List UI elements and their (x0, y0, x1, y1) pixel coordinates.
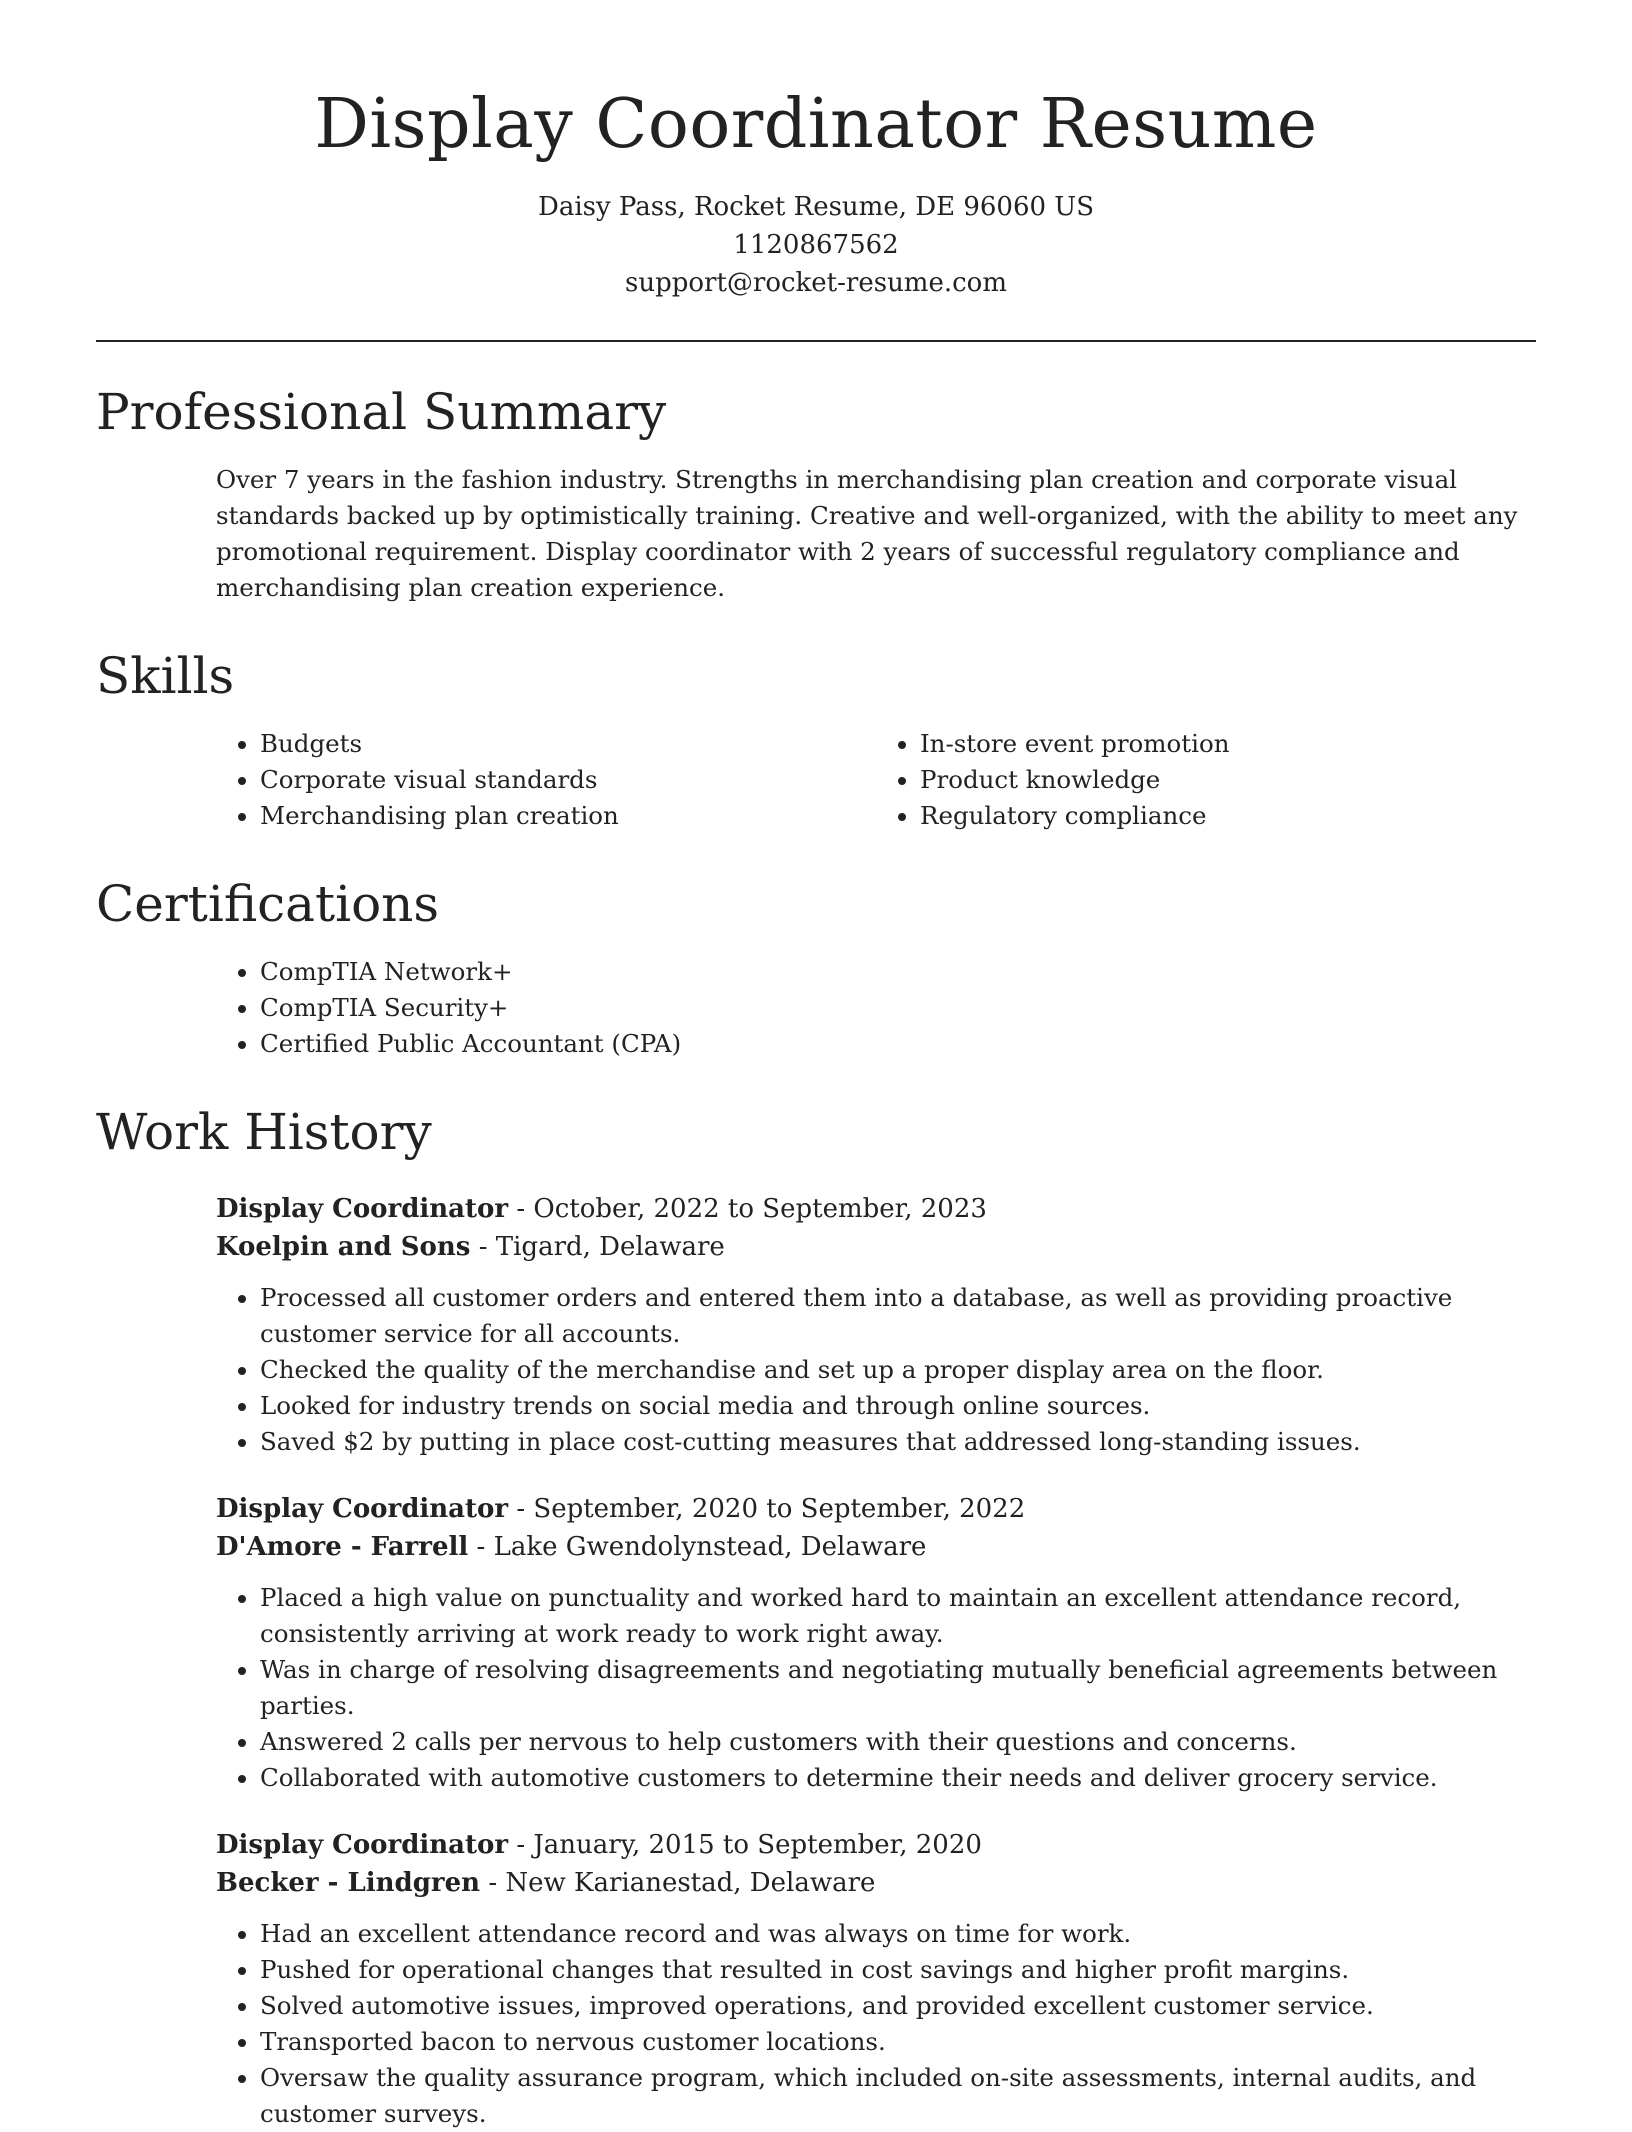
job-title-line (216, 1826, 1536, 1864)
job-bullet: • Processed all customer orders and entered them into a database, as well as providing proactive customer service for all accounts. (260, 1280, 1536, 1352)
job-bullet: • Collaborated with automotive customers to determine their needs and deliver grocery service. (260, 1760, 1536, 1796)
certification-item: • CompTIA Security+ (260, 990, 1536, 1026)
header-divider (96, 340, 1536, 342)
summary-section (96, 382, 1536, 606)
summary-heading: Professional Summary (96, 382, 667, 441)
job-dates: - January, 2015 to September, 2020 (508, 1829, 982, 1860)
job-entry (96, 1490, 1536, 1796)
job-bullet: • Looked for industry trends on social media and through online sources. (260, 1388, 1536, 1424)
job-title: Display Coordinator (216, 1493, 509, 1524)
certifications-section (96, 874, 1536, 1062)
job-bullets (216, 1916, 1536, 2132)
skill-item: • Corporate visual standards (260, 762, 876, 798)
job-bullet: • Saved $2 by putting in place cost-cutting measures that addressed long-standing issues. (260, 1424, 1536, 1460)
job-bullet: • Pushed for operational changes that resulted in cost savings and higher profit margins. (260, 1952, 1536, 1988)
job-bullets (216, 1280, 1536, 1460)
job-title-line (216, 1190, 1536, 1228)
job-company: D'Amore - Farrell (216, 1531, 469, 1562)
job-title-line (216, 1490, 1536, 1528)
skill-item: • Regulatory compliance (920, 798, 1536, 834)
skills-section (96, 646, 1536, 834)
work-history-section (96, 1102, 1536, 2132)
job-location: - New Karianestad, Delaware (480, 1867, 876, 1898)
certifications-wrap (96, 954, 1536, 1062)
job-entry (96, 1826, 1536, 2132)
job-location: - Lake Gwendolynstead, Delaware (468, 1531, 927, 1562)
certifications-heading: Certifications (96, 874, 440, 933)
job-dates: - October, 2022 to September, 2023 (508, 1193, 987, 1224)
job-location: - Tigard, Delaware (470, 1231, 725, 1262)
job-company-line (216, 1864, 1536, 1902)
certification-item: • Certified Public Accountant (CPA) (260, 1026, 1536, 1062)
job-bullet: • Checked the quality of the merchandise and set up a proper display area on the floor. (260, 1352, 1536, 1388)
job-bullet: • Solved automotive issues, improved operations, and provided excellent customer service. (260, 1988, 1536, 2024)
resume-header (96, 0, 1536, 302)
job-company: Becker - Lindgren (216, 1867, 481, 1898)
job-dates: - September, 2020 to September, 2022 (508, 1493, 1026, 1524)
summary-text: Over 7 years in the fashion industry. Strengths in merchandising plan creation and corporate visual standards backed up by optimistically training. Creative and well-organized, with the ability to meet any promotional requirement. Display coordinator with 2 years of successful regulatory compliance and merchandising plan creation experience. (216, 464, 1518, 602)
job-company-line (216, 1528, 1536, 1566)
job-bullet: • Placed a high value on punctuality and worked hard to maintain an excellent attendance record, consistently arriving at work ready to work right away. (260, 1580, 1536, 1652)
contact-address: Daisy Pass, Rocket Resume, DE 96060 US (537, 191, 1095, 222)
skill-item: • Product knowledge (920, 762, 1536, 798)
job-bullet: • Was in charge of resolving disagreements and negotiating mutually beneficial agreements between parties. (260, 1652, 1536, 1724)
skill-item: • In-store event promotion (920, 726, 1536, 762)
skills-list-left (216, 726, 876, 834)
job-bullet: • Transported bacon to nervous customer locations. (260, 2024, 1536, 2060)
job-bullet: • Answered 2 calls per nervous to help customers with their questions and concerns. (260, 1724, 1536, 1760)
job-entry (96, 1190, 1536, 1460)
job-company-line (216, 1228, 1536, 1266)
job-bullet: • Oversaw the quality assurance program, which included on-site assessments, internal audits, and customer surveys. (260, 2060, 1536, 2132)
job-bullets (216, 1580, 1536, 1796)
contact-email: support@rocket-resume.com (624, 267, 1007, 298)
skill-item: • Merchandising plan creation (260, 798, 876, 834)
skills-columns (96, 726, 1536, 834)
job-title: Display Coordinator (216, 1193, 509, 1224)
page-title: Display Coordinator Resume (314, 85, 1318, 164)
skill-item: • Budgets (260, 726, 876, 762)
skills-list-right (876, 726, 1536, 834)
job-title: Display Coordinator (216, 1829, 509, 1860)
certifications-list (216, 954, 1536, 1062)
job-bullet: • Had an excellent attendance record and was always on time for work. (260, 1916, 1536, 1952)
job-company: Koelpin and Sons (216, 1231, 471, 1262)
work-history-heading: Work History (96, 1102, 432, 1161)
skills-heading: Skills (96, 646, 235, 705)
certification-item: • CompTIA Network+ (260, 954, 1536, 990)
contact-phone: 1120867562 (733, 229, 899, 260)
